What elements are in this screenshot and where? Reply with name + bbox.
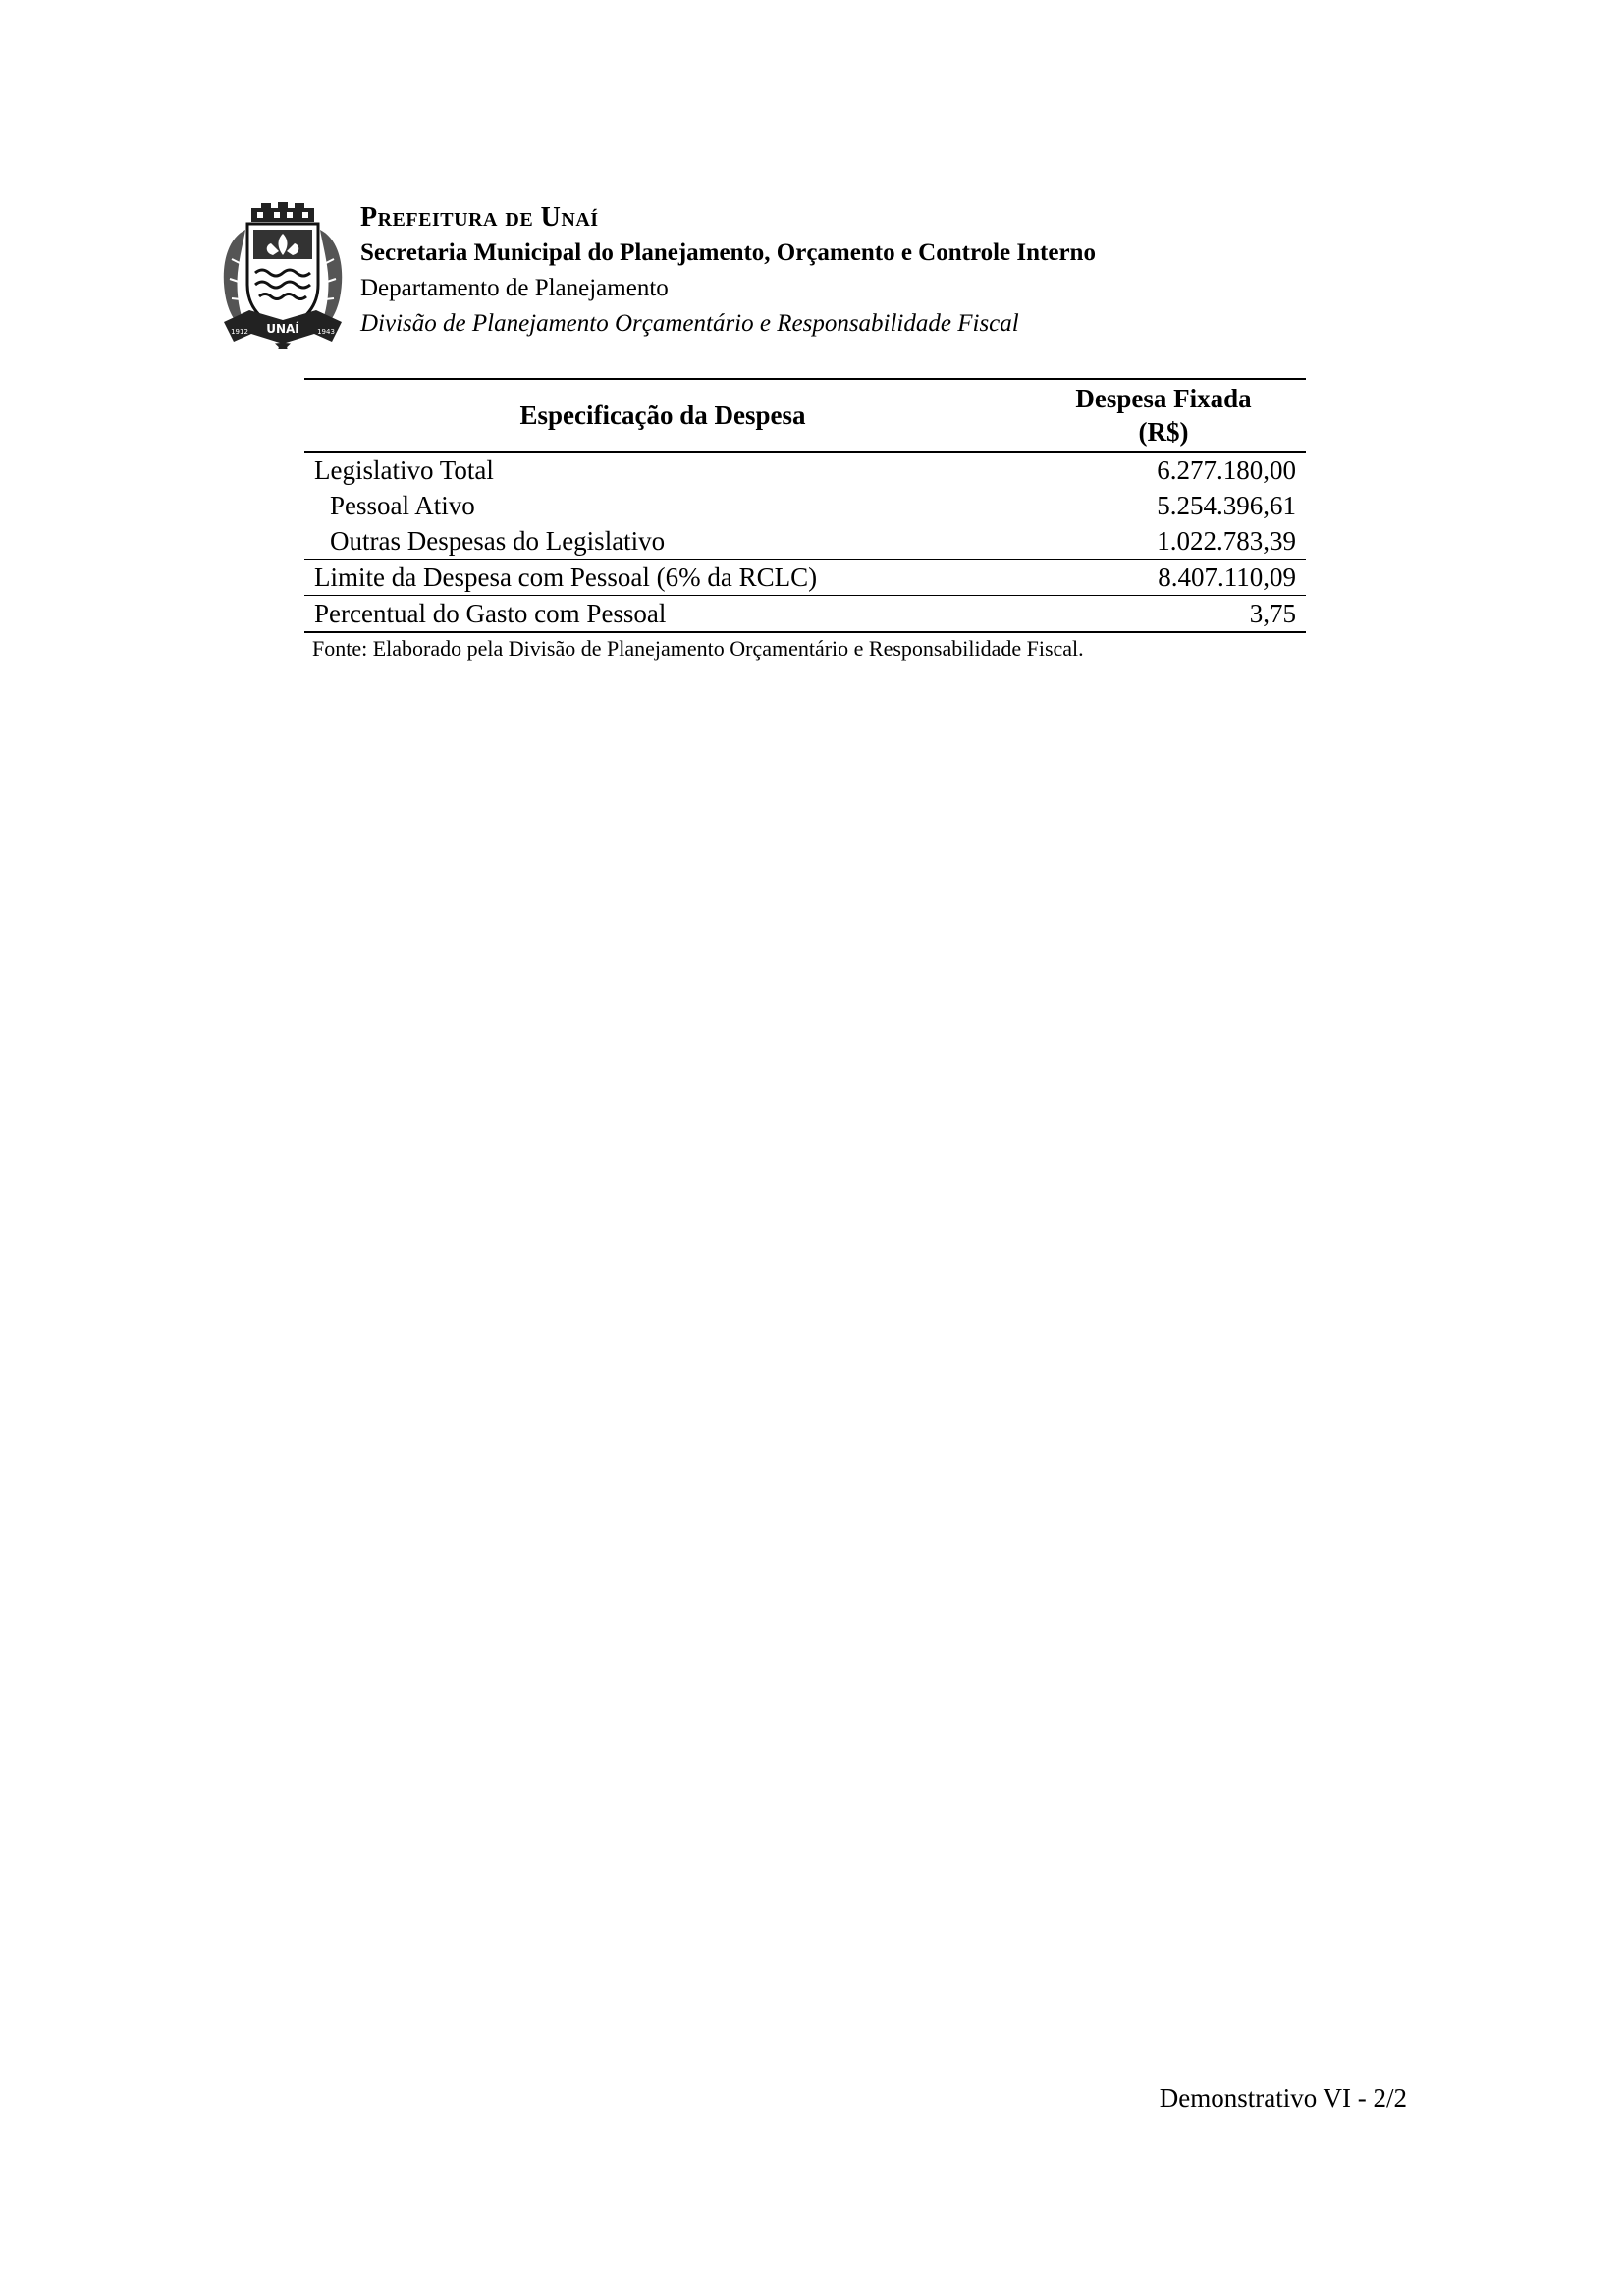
row-label: Legislativo Total <box>314 455 494 485</box>
row-value: 6.277.180,00 <box>1157 455 1296 485</box>
coat-of-arms-icon <box>216 200 350 349</box>
letterhead <box>216 200 1316 357</box>
row-label: Limite da Despesa com Pessoal (6% da RCLC) <box>314 562 818 592</box>
department-name: Departamento de Planejamento <box>360 275 669 301</box>
page-footer: Demonstrativo VI - 2/2 <box>1159 2083 1407 2112</box>
letterhead-text <box>360 200 1303 342</box>
row-value: 1.022.783,39 <box>1157 526 1296 556</box>
expense-table-section <box>304 378 1306 663</box>
header-value <box>1021 379 1306 452</box>
header-value-line2: (R$) <box>1138 417 1189 447</box>
row-value: 3,75 <box>1249 599 1296 628</box>
row-label: Percentual do Gasto com Pessoal <box>314 599 667 628</box>
row-value: 8.407.110,09 <box>1158 562 1296 592</box>
row-label: Pessoal Ativo <box>330 491 475 520</box>
table-row <box>304 488 1306 523</box>
crest-year-right: 1943 <box>317 328 335 336</box>
division-name: Divisão de Planejamento Orçamentário e Responsabilidade Fiscal <box>360 310 1019 337</box>
crest-banner-text: UNAÍ <box>266 322 299 336</box>
expense-table <box>304 378 1306 633</box>
table-row <box>304 596 1306 633</box>
row-label: Outras Despesas do Legislativo <box>330 526 666 556</box>
header-specification: Especificação da Despesa <box>519 400 806 430</box>
table-row <box>304 452 1306 488</box>
row-value: 5.254.396,61 <box>1157 491 1296 520</box>
table-header-row <box>304 379 1306 452</box>
crest-year-left: 1912 <box>231 328 248 336</box>
institution-title: Prefeitura de Unaí <box>360 202 599 233</box>
secretaria-name: Secretaria Municipal do Planejamento, Orçamento e Controle Interno <box>360 240 1096 266</box>
header-value-line1: Despesa Fixada <box>1075 384 1252 413</box>
table-row <box>304 523 1306 560</box>
table-source-note: Fonte: Elaborado pela Divisão de Planejamento Orçamentário e Responsabilidade Fiscal. <box>312 636 1084 661</box>
table-row <box>304 560 1306 596</box>
